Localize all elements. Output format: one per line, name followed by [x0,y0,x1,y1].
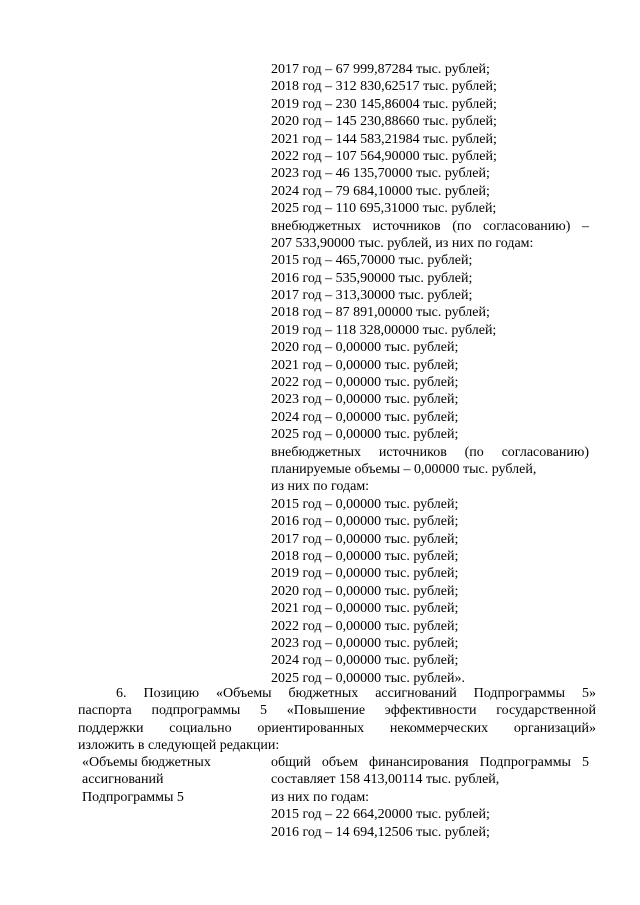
text-line: 2017 год – 67 999,87284 тыс. рублей; [271,62,490,77]
text-line: 2022 год – 0,00000 тыс. рублей; [271,375,459,391]
text-line: 2017 год – 313,30000 тыс. рублей; [271,288,473,304]
text-line: 2019 год – 118 328,00000 тыс. рублей; [271,322,497,338]
text-line: 2019 год – 230 145,86004 тыс. рублей; [271,96,497,112]
text-line: составляет 158 413,00114 тыс. рублей, [271,772,500,788]
text-line: 2015 год – 22 664,20000 тыс. рублей; [271,807,490,823]
paragraph-6 [78,685,596,755]
text-line: 2025 год – 110 695,31000 тыс. рублей; [271,201,497,217]
text-line: 2022 год – 107 564,90000 тыс. рублей; [271,148,497,164]
text-line: 2018 год – 312 830,62517 тыс. рублей; [271,79,497,95]
text-line: 2024 год – 79 684,10000 тыс. рублей; [271,183,490,199]
text-line: паспорта подпрограммы 5 «Повышение эффективности государственной [78,703,596,719]
text-line: 2021 год – 0,00000 тыс. рублей; [271,601,459,617]
text-line: изложить в следующей редакции: [78,738,280,754]
text-line: «Объемы бюджетных [82,755,211,770]
text-line: 2021 год – 144 583,21984 тыс. рублей; [271,131,497,147]
text-line: из них по годам: [271,479,370,495]
text-line: 2025 год – 0,00000 тыс. рублей; [271,427,459,443]
text-line: из них по годам: [271,789,370,805]
text-line: общий объем финансирования Подпрограммы 5 [271,755,589,770]
text-line: 2017 год – 0,00000 тыс. рублей; [271,531,459,547]
text-line: 2018 год – 0,00000 тыс. рублей; [271,548,459,564]
text-line: поддержки социально ориентированных некоммерческих организаций» [78,720,596,736]
text-line: 2015 год – 465,70000 тыс. рублей; [271,253,473,269]
text-line: 2023 год – 0,00000 тыс. рублей; [271,635,459,651]
text-line: 2016 год – 0,00000 тыс. рублей; [271,514,459,530]
text-line: 2016 год – 14 694,12506 тыс. рублей; [271,824,490,840]
text-line: 2022 год – 0,00000 тыс. рублей; [271,618,459,634]
text-line: 207 533,90000 тыс. рублей, из них по годам: [271,235,534,251]
text-line: 6. Позицию «Объемы бюджетных ассигнований Подпрограммы 5» [116,686,596,701]
text-line: 2018 год – 87 891,00000 тыс. рублей; [271,305,490,321]
text-line: 2020 год – 145 230,88660 тыс. рублей; [271,114,497,130]
text-line: ассигнований [82,772,164,788]
text-line: планируемые объемы – 0,00000 тыс. рублей, [271,461,537,477]
text-line: 2020 год – 0,00000 тыс. рублей; [271,583,459,599]
text-line: 2023 год – 0,00000 тыс. рублей; [271,392,459,408]
text-line: 2021 год – 0,00000 тыс. рублей; [271,357,459,373]
text-line: 2016 год – 535,90000 тыс. рублей; [271,270,473,286]
text-line: внебюджетных источников (по согласованию) – [271,218,589,234]
text-line: 2019 год – 0,00000 тыс. рублей; [271,566,459,582]
text-line: 2020 год – 0,00000 тыс. рублей; [271,340,459,356]
text-line: Подпрограммы 5 [82,789,184,805]
text-line: 2024 год – 0,00000 тыс. рублей; [271,653,459,669]
right-column-bottom [271,754,589,841]
text-line: 2024 год – 0,00000 тыс. рублей; [271,409,459,425]
text-line: 2025 год – 0,00000 тыс. рублей». [271,670,465,686]
text-line: 2015 год – 0,00000 тыс. рублей; [271,496,459,512]
text-line: 2023 год – 46 135,70000 тыс. рублей; [271,166,490,182]
right-column-top [271,61,589,687]
text-line: внебюджетных источников (по согласованию) [271,444,589,460]
table-left-label [82,754,262,806]
